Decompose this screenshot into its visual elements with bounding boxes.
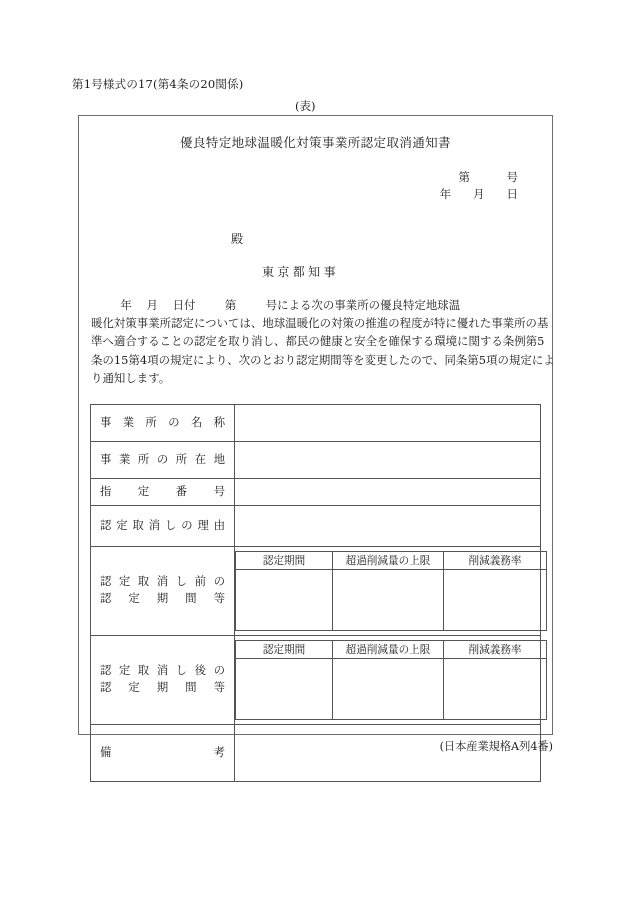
sub-header-reduction-obligation-rate: 削減義務率	[444, 640, 547, 658]
row-value-office-name[interactable]	[235, 404, 541, 441]
document-date-line: 年 月 日	[439, 187, 518, 202]
table-row	[91, 505, 541, 546]
table-row	[91, 404, 541, 441]
body-line-1: 年 月 日付 第 号による次の事業所の優良特定地球温	[91, 297, 461, 312]
row-value-revocation-reason[interactable]	[235, 505, 541, 546]
period-sub-table-before	[235, 551, 547, 631]
row-value-period-after-revocation	[235, 635, 541, 724]
row-value-period-before-revocation	[235, 546, 541, 635]
document-number-line: 第 号	[458, 170, 518, 184]
row-label-line-1: 認定取消し後の	[100, 664, 225, 678]
sub-header-reduction-obligation-rate: 削減義務率	[444, 551, 547, 569]
table-row	[91, 441, 541, 478]
row-label-period-before-revocation	[91, 546, 235, 635]
body-line-2: 暖化対策事業所認定については、地球温暖化の対策の推進の程度が特に優れた事業所の基	[91, 315, 549, 330]
side-label: (表)	[295, 99, 316, 113]
recipient-honorific: 殿	[231, 231, 244, 246]
sub-value-excess-reduction-cap[interactable]	[333, 569, 444, 630]
form-number-label: 第1号様式の17(第4条の20関係)	[72, 77, 244, 91]
row-label-line-2: 認定期間等	[100, 591, 225, 605]
table-row	[91, 635, 541, 724]
row-value-designation-number[interactable]	[235, 478, 541, 505]
sub-value-certification-period[interactable]	[236, 569, 333, 630]
sub-value-reduction-obligation-rate[interactable]	[444, 658, 547, 719]
page-title: 優良特定地球温暖化対策事業所認定取消通知書	[180, 135, 451, 150]
sub-header-excess-reduction-cap: 超過削減量の上限	[333, 640, 444, 658]
table-row	[91, 478, 541, 505]
sub-value-excess-reduction-cap[interactable]	[333, 658, 444, 719]
row-label-period-after-revocation	[91, 635, 235, 724]
row-label-designation-number: 指定番号	[91, 478, 235, 505]
sub-table-header-row	[236, 640, 547, 658]
sub-table-header-row	[236, 551, 547, 569]
sub-table-value-row	[236, 658, 547, 719]
row-value-office-address[interactable]	[235, 441, 541, 478]
row-label-remarks: 備考	[91, 724, 235, 781]
sub-table-value-row	[236, 569, 547, 630]
sub-value-certification-period[interactable]	[236, 658, 333, 719]
row-label-line-2: 認定期間等	[100, 680, 225, 694]
sub-header-certification-period: 認定期間	[236, 640, 333, 658]
jis-paper-size-note: (日本産業規格A列4番)	[439, 740, 553, 753]
form-table	[90, 404, 541, 782]
row-label-office-address: 事業所の所在地	[91, 441, 235, 478]
period-sub-table-after	[235, 640, 547, 720]
row-label-line-1: 認定取消し前の	[100, 575, 225, 589]
body-paragraph	[91, 296, 555, 388]
doc-meta-block	[79, 169, 552, 204]
body-line-4: 条の15第4項の規定により、次のとおり認定期間等を変更したので、同条第5項の規定によ	[91, 352, 555, 367]
table-row	[91, 546, 541, 635]
row-label-revocation-reason: 認定取消しの理由	[91, 505, 235, 546]
sub-header-certification-period: 認定期間	[236, 551, 333, 569]
sub-value-reduction-obligation-rate[interactable]	[444, 569, 547, 630]
body-line-3: 準へ適合することの認定を取り消し、都民の健康と安全を確保する環境に関する条例第5	[91, 334, 545, 349]
issuer-name: 東京都知事	[261, 264, 339, 279]
sub-header-excess-reduction-cap: 超過削減量の上限	[333, 551, 444, 569]
body-line-5: り通知します。	[91, 371, 171, 386]
row-label-office-name: 事業所の名称	[91, 404, 235, 441]
